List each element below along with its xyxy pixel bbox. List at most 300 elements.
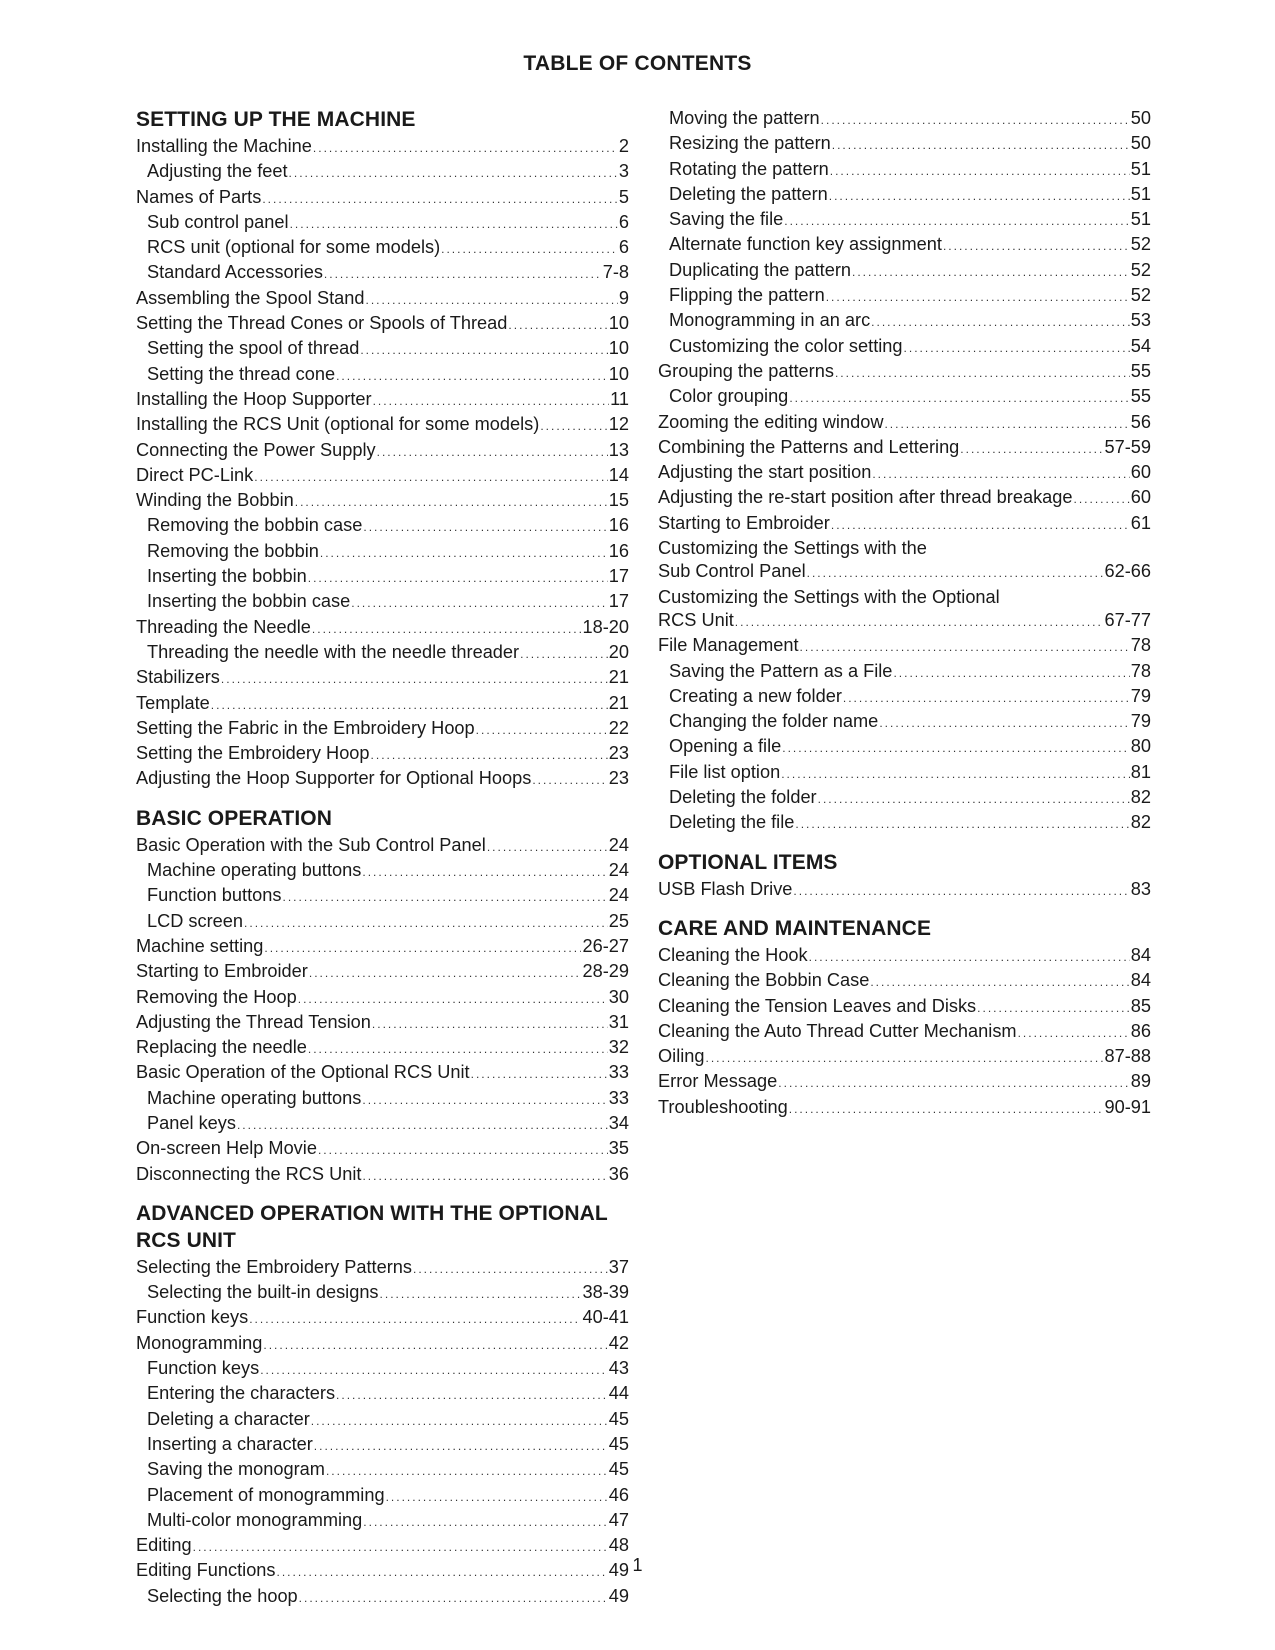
toc-page-number: 90-91 (1104, 1096, 1151, 1117)
toc-entry[interactable] (136, 1256, 629, 1281)
toc-entry-title: Template (136, 692, 210, 713)
toc-entry-title: Installing the Hoop Supporter (136, 388, 372, 409)
toc-entry-title: Removing the bobbin (147, 540, 319, 561)
toc-subentry[interactable] (658, 335, 1151, 360)
toc-entry-title: Removing the bobbin case (147, 515, 363, 536)
dot-leader (508, 314, 607, 337)
dot-leader (313, 137, 618, 160)
toc-page-number: 46 (608, 1484, 629, 1505)
dot-leader (362, 861, 607, 884)
toc-page-number: 37 (608, 1256, 629, 1277)
toc-entry[interactable] (658, 411, 1151, 436)
toc-page-number: 84 (1130, 944, 1151, 965)
toc-page-number: 13 (608, 439, 629, 460)
toc-page-number: 51 (1130, 183, 1151, 204)
toc-entry-title: Sub control panel (147, 211, 289, 232)
toc-page-number: 81 (1130, 761, 1151, 782)
toc-entry-title: Saving the monogram (147, 1459, 325, 1480)
toc-page-number: 42 (608, 1332, 629, 1353)
toc-subentry[interactable] (658, 786, 1151, 811)
toc-entry-title: Setting the Thread Cones or Spools of Thread (136, 313, 508, 334)
toc-page-number: 24 (608, 834, 629, 855)
toc-entry-title: Moving the pattern (669, 108, 820, 128)
toc-page-number: 80 (1130, 736, 1151, 757)
dot-leader (295, 491, 608, 514)
dot-leader (784, 210, 1130, 233)
dot-leader (870, 971, 1129, 994)
toc-entry-title: Basic Operation with the Sub Control Panel (136, 834, 486, 855)
dot-leader (843, 687, 1130, 710)
dot-leader (413, 1258, 608, 1281)
toc-page-number: 60 (1130, 462, 1151, 483)
toc-subentry[interactable] (136, 236, 629, 261)
toc-entry[interactable] (658, 878, 1151, 903)
dot-leader (290, 213, 618, 236)
section-heading: ADVANCED OPERATION WITH THE OPTIONAL (136, 1201, 608, 1225)
dot-leader (879, 712, 1129, 735)
toc-entry-title: File Management (658, 635, 799, 656)
toc-page-number: 78 (1130, 660, 1151, 681)
toc-subentry[interactable] (658, 183, 1151, 208)
dot-leader (360, 339, 607, 362)
toc-entry[interactable] (136, 186, 629, 211)
dot-leader (829, 185, 1130, 208)
toc-entry-title: File list option (669, 761, 781, 782)
toc-entry-title: RCS unit (optional for some models) (147, 237, 441, 258)
dot-leader (260, 1359, 608, 1382)
dot-leader (789, 1098, 1104, 1121)
toc-subentry[interactable] (658, 811, 1151, 836)
toc-entry-title: Machine setting (136, 935, 264, 956)
toc-entry-title: Alternate function key assignment (669, 234, 942, 255)
toc-entry-title: Adjusting the Thread Tension (136, 1011, 371, 1032)
toc-entry-title: Oiling (658, 1046, 705, 1067)
toc-subentry[interactable] (136, 1484, 629, 1509)
dot-leader (249, 1308, 581, 1331)
toc-page-number: 21 (608, 692, 629, 713)
dot-leader (320, 542, 608, 565)
toc-entry[interactable] (136, 413, 629, 438)
dot-leader (308, 567, 608, 590)
toc-entry[interactable] (136, 287, 629, 312)
toc-entry-title: Installing the RCS Unit (optional for some models) (136, 414, 540, 435)
toc-page-number: 31 (608, 1011, 629, 1032)
dot-leader (800, 636, 1130, 659)
toc-page-number: 22 (608, 717, 629, 738)
toc-entry-title: Setting the spool of thread (147, 338, 360, 359)
toc-entry-title: Stabilizers (136, 667, 220, 688)
toc-page-number: 3 (618, 161, 629, 182)
toc-entry-title: RCS Unit (658, 609, 734, 630)
toc-entry[interactable] (658, 436, 1151, 461)
dot-leader (371, 744, 608, 767)
toc-subentry[interactable] (658, 735, 1151, 760)
toc-subentry[interactable] (136, 910, 629, 935)
dot-leader (282, 886, 607, 909)
toc-subentry[interactable] (136, 565, 629, 590)
toc-entry-title: Inserting a character (147, 1433, 313, 1454)
dot-leader (960, 438, 1103, 461)
toc-subentry[interactable] (136, 514, 629, 539)
toc-subentry[interactable] (136, 211, 629, 236)
toc-subentry[interactable] (136, 160, 629, 185)
dot-leader (977, 997, 1130, 1020)
toc-entry[interactable] (136, 464, 629, 489)
page-title: TABLE OF CONTENTS (523, 52, 752, 75)
toc-entry-title: Customizing the Settings with the (658, 538, 927, 559)
toc-entry[interactable] (136, 388, 629, 413)
dot-leader (298, 988, 608, 1011)
toc-entry-title: Combining the Patterns and Lettering (658, 436, 960, 457)
dot-leader (706, 1047, 1104, 1070)
toc-page-number: 40-41 (582, 1307, 629, 1328)
toc-entry-title: Basic Operation of the Optional RCS Unit (136, 1062, 470, 1083)
toc-page-number: 52 (1130, 259, 1151, 280)
toc-entry-title: Cleaning the Auto Thread Cutter Mechanism (658, 1020, 1017, 1041)
toc-page-number: 55 (1130, 386, 1151, 407)
toc-page-number: 52 (1130, 285, 1151, 306)
dot-leader (262, 188, 618, 211)
toc-entry-title: Starting to Embroider (658, 512, 830, 533)
toc-page-number: 49 (608, 1585, 629, 1606)
toc-entry-title: Setting the Embroidery Hoop (136, 743, 370, 764)
toc-subentry[interactable] (658, 284, 1151, 309)
toc-entry-title: Connecting the Power Supply (136, 439, 376, 460)
toc-entry-title: Setting the Fabric in the Embroidery Hoop (136, 717, 475, 738)
dot-leader (818, 788, 1130, 811)
dot-leader (244, 912, 608, 935)
toc-page-number: 10 (608, 338, 629, 359)
toc-page-number: 84 (1130, 970, 1151, 991)
toc-page-number: 6 (618, 237, 629, 258)
toc-page-number: 6 (618, 211, 629, 232)
toc-subentry[interactable] (136, 261, 629, 286)
toc-entry[interactable] (136, 489, 629, 514)
toc-subentry[interactable] (136, 1382, 629, 1407)
toc-entry[interactable] (658, 512, 1151, 537)
toc-entry-title: Disconnecting the RCS Unit (136, 1163, 362, 1184)
toc-entry[interactable] (136, 1306, 629, 1331)
dot-leader (237, 1114, 608, 1137)
toc-entry-title: Editing (136, 1535, 192, 1556)
dot-leader (1018, 1022, 1130, 1045)
toc-page-number: 10 (608, 363, 629, 384)
toc-page-number: 89 (1130, 1071, 1151, 1092)
dot-leader (476, 719, 608, 742)
toc-entry[interactable] (136, 986, 629, 1011)
toc-entry[interactable] (136, 1011, 629, 1036)
toc-page-number: 51 (1130, 209, 1151, 230)
dot-leader (441, 238, 618, 261)
toc-subentry[interactable] (136, 363, 629, 388)
toc-page-number: 56 (1130, 411, 1151, 432)
toc-entry-title: Machine operating buttons (147, 1087, 362, 1108)
toc-subentry[interactable] (136, 641, 629, 666)
toc-page-number: 47 (608, 1509, 629, 1530)
toc-page-number: 24 (608, 860, 629, 881)
toc-subentry[interactable] (658, 710, 1151, 735)
toc-entry-title: Sub Control Panel (658, 561, 806, 582)
toc-page-number: 25 (608, 910, 629, 931)
toc-entry[interactable] (658, 995, 1151, 1020)
section-heading: RCS UNIT (136, 1228, 236, 1252)
dot-leader (830, 160, 1130, 183)
dot-leader (821, 109, 1130, 132)
section-heading: CARE AND MAINTENANCE (658, 916, 932, 940)
toc-subentry[interactable] (136, 1357, 629, 1382)
toc-left-column (136, 106, 629, 1610)
toc-subentry[interactable] (136, 1458, 629, 1483)
dot-leader (326, 1460, 608, 1483)
toc-page-number: 24 (608, 885, 629, 906)
toc-subentry[interactable] (136, 1112, 629, 1137)
toc-page-number: 45 (608, 1459, 629, 1480)
toc-subentry[interactable] (136, 1281, 629, 1306)
dot-leader (264, 937, 581, 960)
toc-page-number: 18-20 (582, 616, 629, 637)
dot-leader (795, 813, 1129, 836)
dot-leader (871, 311, 1130, 334)
toc-page-number: 62-66 (1104, 561, 1151, 582)
toc-subentry[interactable] (136, 1585, 629, 1610)
toc-entry[interactable] (136, 439, 629, 464)
toc-entry[interactable] (136, 666, 629, 691)
dot-leader (324, 263, 602, 286)
toc-page-number: 26-27 (582, 935, 629, 956)
toc-entry[interactable] (136, 135, 629, 160)
dot-leader (314, 1435, 608, 1458)
toc-entry-title: Duplicating the pattern (669, 259, 851, 280)
toc-page-number: 45 (608, 1408, 629, 1429)
toc-page-number: 38-39 (582, 1282, 629, 1303)
toc-page-number: 79 (1130, 711, 1151, 732)
toc-entry-title: Rotating the pattern (669, 158, 829, 179)
toc-page-number: 43 (608, 1358, 629, 1379)
toc-page-number: 14 (608, 464, 629, 485)
dot-leader (884, 413, 1129, 436)
toc-entry[interactable] (136, 935, 629, 960)
toc-page-number: 5 (618, 186, 629, 207)
toc-entry[interactable] (658, 461, 1151, 486)
dot-leader (943, 235, 1130, 258)
toc-page-number: 7-8 (602, 262, 629, 283)
toc-entry[interactable] (136, 834, 629, 859)
dot-leader (1074, 488, 1130, 511)
toc-subentry[interactable] (136, 859, 629, 884)
toc-entry[interactable] (136, 312, 629, 337)
dot-leader (336, 1384, 608, 1407)
toc-entry-title: Creating a new folder (669, 685, 842, 706)
toc-entry[interactable] (658, 1020, 1151, 1045)
toc-entry-title: Grouping the patterns (658, 360, 834, 381)
toc-entry[interactable] (136, 742, 629, 767)
toc-entry-title: Deleting the pattern (669, 183, 828, 204)
dot-leader (312, 618, 582, 641)
dot-leader (377, 441, 608, 464)
toc-subentry[interactable] (658, 233, 1151, 258)
toc-page-number: 21 (608, 667, 629, 688)
toc-subentry[interactable] (136, 1087, 629, 1112)
toc-page-number: 2 (618, 136, 629, 156)
toc-entry[interactable] (658, 560, 1151, 585)
toc-entry-title: Threading the Needle (136, 616, 311, 637)
toc-page-number: 83 (1130, 878, 1151, 899)
toc-entry-title: Installing the Machine (136, 136, 312, 156)
toc-page-number: 23 (608, 743, 629, 764)
dot-leader (809, 946, 1130, 969)
dot-leader (872, 463, 1129, 486)
toc-entry[interactable] (658, 969, 1151, 994)
dot-leader (308, 1038, 608, 1061)
toc-page-number: 79 (1130, 685, 1151, 706)
toc-page-number: 9 (618, 287, 629, 308)
dot-leader (309, 962, 582, 985)
toc-page-number: 86 (1130, 1020, 1151, 1041)
toc-page-number: 11 (610, 388, 629, 409)
toc-page-number: 53 (1130, 310, 1151, 331)
toc-entry[interactable] (136, 960, 629, 985)
dot-leader (380, 1283, 582, 1306)
toc-page-number: 82 (1130, 787, 1151, 808)
toc-page-number: 34 (608, 1112, 629, 1133)
toc-entry-title: Customizing the Settings with the Optional (658, 586, 1000, 607)
toc-entry-title: Deleting the folder (669, 787, 817, 808)
toc-entry[interactable] (136, 717, 629, 742)
toc-entry[interactable] (658, 609, 1151, 634)
toc-subentry[interactable] (658, 761, 1151, 786)
toc-subentry[interactable] (658, 385, 1151, 410)
toc-entry-title: Function keys (147, 1358, 260, 1379)
toc-entry-title: Opening a file (669, 736, 782, 757)
toc-entry[interactable] (658, 1096, 1151, 1121)
toc-entry-title: Replacing the needle (136, 1037, 307, 1058)
toc-entry-title: Adjusting the feet (147, 161, 288, 182)
dot-leader (362, 1165, 607, 1188)
toc-page-number: 33 (608, 1087, 629, 1108)
dot-leader (532, 769, 607, 792)
dot-leader (540, 415, 607, 438)
toc-entry[interactable] (136, 1036, 629, 1061)
dot-leader (221, 668, 608, 691)
toc-subentry[interactable] (136, 540, 629, 565)
toc-subentry[interactable] (658, 660, 1151, 685)
toc-entry[interactable] (136, 1137, 629, 1162)
toc-entry-title: Names of Parts (136, 186, 262, 207)
toc-page-number: 32 (608, 1037, 629, 1058)
toc-subentry[interactable] (136, 884, 629, 909)
toc-page-number: 44 (608, 1383, 629, 1404)
toc-page-number: 51 (1130, 158, 1151, 179)
toc-subentry[interactable] (136, 1433, 629, 1458)
toc-entry-title: Selecting the Embroidery Patterns (136, 1256, 412, 1277)
toc-page-number: 15 (608, 490, 629, 511)
section-heading: BASIC OPERATION (136, 806, 332, 830)
dot-leader (254, 466, 608, 489)
toc-page-number: 60 (1130, 487, 1151, 508)
toc-entry[interactable] (658, 1070, 1151, 1095)
toc-subentry[interactable] (658, 309, 1151, 334)
toc-page-number: 48 (608, 1535, 629, 1556)
toc-page-number: 35 (608, 1138, 629, 1159)
toc-page-number: 10 (608, 313, 629, 334)
toc-subentry[interactable] (658, 685, 1151, 710)
toc-page-number: 52 (1130, 234, 1151, 255)
toc-entry-title: Machine operating buttons (147, 860, 362, 881)
toc-entry[interactable] (658, 1045, 1151, 1070)
toc-entry[interactable] (658, 360, 1151, 385)
toc-entry-title: Customizing the color setting (669, 335, 903, 356)
dot-leader (318, 1139, 608, 1162)
dot-leader (289, 162, 618, 185)
toc-page-number: 20 (608, 641, 629, 662)
toc-entry[interactable] (136, 616, 629, 641)
toc-entry-title: Function buttons (147, 885, 282, 906)
toc-page-number: 82 (1130, 812, 1151, 833)
dot-leader (362, 1089, 607, 1112)
toc-entry-title: Adjusting the start position (658, 462, 872, 483)
toc-page-number: 23 (608, 768, 629, 789)
toc-page-number: 78 (1130, 635, 1151, 656)
dot-leader (363, 1511, 607, 1534)
toc-page-number: 30 (608, 986, 629, 1007)
toc-entry-title: Flipping the pattern (669, 285, 825, 306)
toc-entry-title: Changing the folder name (669, 711, 879, 732)
toc-entry[interactable] (136, 1163, 629, 1188)
toc-page-number: 17 (608, 591, 629, 612)
toc-subentry[interactable] (136, 1509, 629, 1534)
section-heading: SETTING UP THE MACHINE (136, 108, 416, 131)
toc-entry[interactable] (658, 486, 1151, 511)
toc-subentry[interactable] (136, 1408, 629, 1433)
toc-entry-title: Inserting the bobbin (147, 566, 307, 587)
toc-entry[interactable] (658, 634, 1151, 659)
dot-leader (336, 365, 608, 388)
toc-entry-title: Starting to Embroider (136, 961, 308, 982)
toc-page-number: 50 (1130, 108, 1151, 128)
toc-entry[interactable] (658, 944, 1151, 969)
toc-page-number: 67-77 (1104, 609, 1151, 630)
toc-right-column (658, 107, 1151, 1121)
toc-entry[interactable] (136, 692, 629, 717)
toc-subentry[interactable] (658, 259, 1151, 284)
dot-leader (781, 763, 1130, 786)
toc-entry[interactable] (136, 1061, 629, 1086)
dot-leader (372, 1013, 608, 1036)
toc-page-number: 33 (608, 1062, 629, 1083)
toc-entry-title: Direct PC-Link (136, 464, 254, 485)
toc-entry-title: Zooming the editing window (658, 411, 884, 432)
toc-subentry[interactable] (658, 132, 1151, 157)
toc-entry-title: Cleaning the Bobbin Case (658, 970, 870, 991)
toc-entry-title: Threading the needle with the needle threader (147, 641, 520, 662)
toc-subentry[interactable] (136, 337, 629, 362)
toc-entry-title: On-screen Help Movie (136, 1138, 317, 1159)
dot-leader (735, 611, 1104, 634)
toc-subentry[interactable] (136, 590, 629, 615)
dot-leader (487, 836, 608, 859)
toc-subentry[interactable] (658, 158, 1151, 183)
toc-entry-title: USB Flash Drive (658, 878, 793, 899)
toc-entry[interactable] (136, 767, 629, 792)
toc-page-number: 50 (1130, 133, 1151, 154)
toc-entry-title: Deleting the file (669, 812, 795, 833)
toc-entry[interactable] (136, 1332, 629, 1357)
toc-entry-title: Adjusting the re-start position after thread breakage (658, 487, 1073, 508)
dot-leader (782, 737, 1130, 760)
toc-page-number: 57-59 (1104, 436, 1151, 457)
toc-subentry[interactable] (658, 208, 1151, 233)
toc-subentry[interactable] (658, 107, 1151, 132)
